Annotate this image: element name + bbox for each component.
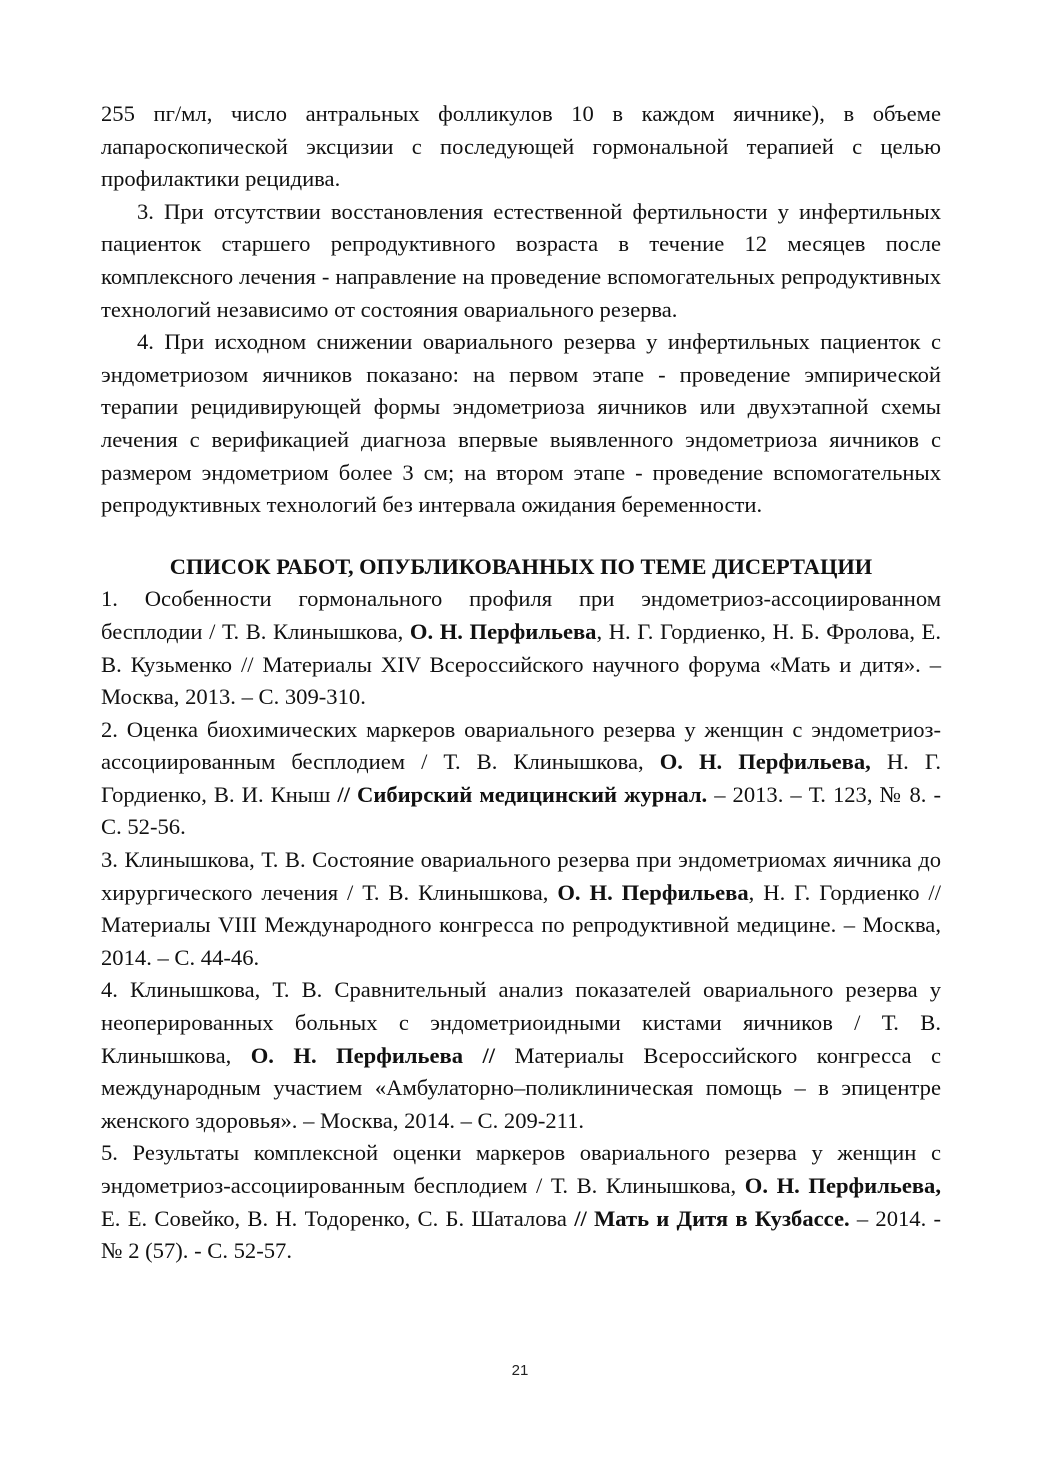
publication-journal-bold: // Мать и Дитя в Кузбассе. (574, 1205, 850, 1231)
publication-text: Материалы Всероссийского конгресса с международным участием «Амбулаторно–поликлиническая помощь – в эпицентре женского здоровья». – Москва, 2014. – С. 209-211. (101, 1042, 941, 1133)
publication-item-1 (101, 583, 941, 713)
publication-item-2 (101, 714, 941, 844)
publication-text: – 2013. – Т. 123, № 8. - С. 52-56. (101, 781, 942, 840)
publication-item-4 (101, 974, 941, 1137)
publication-author-bold: О. Н. Перфильева, (659, 749, 871, 775)
publication-journal-bold: // Сибирский медицинский журнал. (337, 781, 708, 807)
publications-heading: СПИСОК РАБОТ, ОПУБЛИКОВАННЫХ ПО ТЕМЕ ДИСЕРТАЦИИ (169, 553, 873, 579)
publication-text: – 2014. - № 2 (57). - С. 52-57. (101, 1205, 941, 1264)
publication-text: 4. Клинышкова, Т. В. Сравнительный анализ показателей овариального резерва у неоперированных больных с эндометриоидными кистами яичников / Т. В. Клинышкова, (101, 977, 941, 1068)
paragraph-item-3: 3. При отсутствии восстановления естественной фертильности у инфертильных пациенток старшего репродуктивного возраста в течение 12 месяцев после комплексного лечения - направление на проведение вспомогательных репродуктивных технологий независимо от состояния овариального резерва. (101, 198, 941, 322)
publication-author-bold: О. Н. Перфильева, (744, 1173, 941, 1198)
publications-list (101, 583, 941, 1267)
publication-text: Е. Е. Совейко, В. Н. Тодоренко, С. Б. Шаталова (101, 1205, 575, 1231)
paragraph-continuation: 255 пг/мл, число антральных фолликулов 10 в каждом яичнике), в объеме лапароскопической эксцизии с последующей гормональной терапией с целью профилактики рецидива. (101, 101, 941, 192)
publication-text: Н. Г. Гордиенко, В. И. Кныш (101, 749, 941, 807)
publication-text: , Н. Г. Гордиенко, Н. Б. Фролова, Е. В. Кузьменко // Материалы XIV Всероссийского научного форума «Мать и дитя». – Москва, 2013. – С. 309-310. (101, 618, 941, 710)
publication-author-bold: О. Н. Перфильева (409, 618, 597, 644)
publication-text: 1. Особенности гормонального профиля при эндометриоз-ассоциированном бесплодии / Т. В. Клинышкова, (101, 586, 941, 644)
page-number: 21 (511, 1362, 529, 1379)
publication-author-bold: О. Н. Перфильева // (250, 1042, 496, 1068)
publication-text: 5. Результаты комплексной оценки маркеров овариального резерва у женщин с эндометриоз-ассоциированным бесплодием / Т. В. Клинышкова, (101, 1140, 941, 1198)
document-page (101, 98, 941, 1268)
publication-author-bold: О. Н. Перфильева (557, 879, 749, 905)
publication-item-5 (101, 1137, 941, 1267)
publication-text: , Н. Г. Гордиенко // Материалы VIII Международного конгресса по репродуктивной медицине. – Москва, 2014. – С. 44-46. (101, 879, 941, 970)
publication-text: 3. Клинышкова, Т. В. Состояние овариального резерва при эндометриомах яичника до хирургического лечения / Т. В. Клинышкова, (101, 847, 941, 905)
publication-text: 2. Оценка биохимических маркеров овариального резерва у женщин с эндометриоз-ассоциированным бесплодием / Т. В. Клинышкова, (101, 716, 941, 775)
paragraph-item-4: 4. При исходном снижении овариального резерва у инфертильных пациенток с эндометриозом яичников показано: на первом этапе - проведение эмпирической терапии рецидивирующей формы эндометриоза яичников или двухэтапной схемы лечения с верификацией диагноза впервые выявленного эндометриоза яичников с размером эндометриом более 3 см; на втором этапе - проведение вспомогательных репродуктивных технологий без интервала ожидания беременности. (101, 329, 941, 518)
publication-item-3 (101, 844, 941, 974)
